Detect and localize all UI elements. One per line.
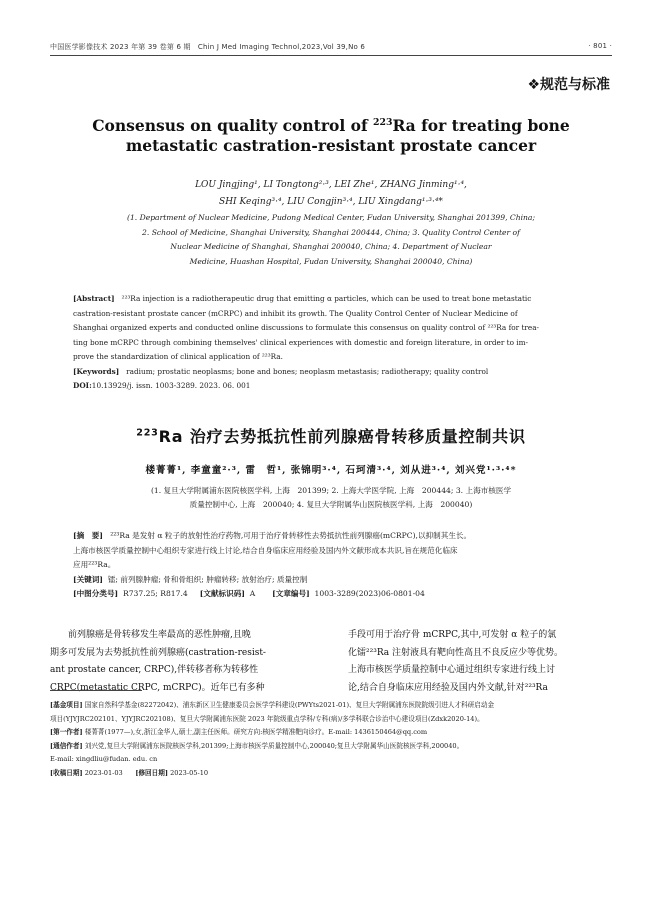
authors-cn: 楼菁菁¹, 李童童²·³, 雷 哲¹, 张锦明³·⁴, 石珂清³·⁴, 刘从进³·⁴, 刘兴党¹·³·⁴* [145, 465, 517, 476]
doc-code-value: A [249, 589, 256, 598]
doi-label: DOI: [73, 381, 92, 390]
abstract-en-line: [Abstract] ²²³Ra injection is a radiotherapeutic drug that emitting α particles, which can be used to treat bone metastatic [73, 294, 532, 303]
abstract-en-line: ting bone mCRPC through combining themselves' clinical experiences with domestic and foreign literature, in order to im- [73, 337, 529, 347]
received-date: 2023-01-03 [84, 768, 123, 777]
affiliation-en-line: (1. Department of Nuclear Medicine, Pudong Medical Center, Fudan University, Shanghai 201399, China; [126, 213, 536, 222]
body-column-right [348, 627, 610, 697]
body-column-left [50, 627, 312, 697]
affiliations-en [50, 211, 612, 269]
revised-date: 2023-05-10 [170, 768, 209, 777]
fund-line: [基金项目] 国家自然科学基金(82272042)、浦东新区卫生健康委员会医学学科建设(PWYts2021-01)、复旦大学附属浦东医院院级引进人才科研启动金 [50, 701, 495, 709]
body-line: 前列腺癌是骨转移发生率最高的恶性肿瘤,且晚 [50, 630, 251, 640]
abstract-en-line: Shanghai organized experts and conducted online discussions to formulate this consensus on quality control of ²²³Ra for trea- [73, 323, 540, 332]
clc-label: [中图分类号] [73, 589, 119, 598]
running-header-left: 中国医学影像技术 2023 年第 39 卷第 6 期 Chin J Med Imaging Technol,2023,Vol 39,No 6 [50, 43, 366, 51]
body-line: 期多可发展为去势抵抗性前列腺癌(castration-resist- [50, 647, 266, 658]
abstract-cn [73, 529, 593, 602]
received-label: [收稿日期] [50, 768, 83, 777]
footnotes [50, 699, 612, 780]
abstract-cn-line: 应用²²³Ra。 [73, 560, 116, 569]
footnote-rule [50, 690, 142, 691]
affiliations-cn [50, 484, 612, 512]
affiliation-en-line: 2. School of Medicine, Shanghai University, Shanghai 200444, China; 3. Quality Control Center of [142, 227, 520, 237]
keywords-cn: [关键词] 镭; 前列腺肿瘤; 骨和骨组织; 肿瘤转移; 放射治疗; 质量控制 [73, 574, 308, 584]
title-en-line1: Consensus on quality control of $^{223}$Ra for treating bone [92, 116, 570, 135]
keywords-en: [Keywords] radium; prostatic neoplasms; bone and bones; neoplasm metastasis; radiotherapy; quality control [73, 366, 489, 376]
keywords-cn-label: [关键词] [73, 574, 103, 584]
classification-line [73, 587, 593, 602]
affiliation-cn-line: (1. 复旦大学附属浦东医院核医学科, 上海 201399; 2. 上海大学医学院, 上海 200444; 3. 上海市核医学 [150, 486, 512, 495]
authors-en-line1: LOU Jingjing¹, LI Tongtong²·³, LEI Zhe¹, ZHANG Jinming¹·⁴, [195, 180, 467, 190]
corresponding-email: E-mail: xingdliu@fudan. edu. cn [50, 755, 158, 763]
affiliation-cn-line: 质量控制中心, 上海 200040; 4. 复旦大学附属华山医院核医学科, 上海 200040) [189, 500, 473, 509]
revised-label: [修回日期] [135, 768, 168, 777]
title-cn: $^{223}$Ra 治疗去势抵抗性前列腺癌骨转移质量控制共识 [136, 427, 526, 446]
body-line: 手段可用于治疗骨 mCRPC,其中,可发射 α 粒子的氯 [348, 630, 557, 640]
body-line: 上海市核医学质量控制中心通过组织专家进行线上讨 [348, 665, 556, 675]
affiliation-en-line: Medicine, Huashan Hospital, Fudan University, Shanghai 200040, China) [189, 256, 473, 266]
first-author-line: [第一作者] 楼菁菁(1977—),女,浙江金华人,硕士,副主任医师。研究方向:核医学精准靶向诊疗。E-mail: 1436150464@qq.com [50, 728, 428, 736]
body-line: ant prostate cancer, CRPC),伴转移者称为转移性 [50, 665, 259, 675]
doc-code-label: [文献标识码] [199, 589, 245, 598]
dates-line [50, 767, 612, 781]
abstract-cn-line: 上海市核医学质量控制中心组织专家进行线上讨论,结合自身临床应用经验及国内外文献形成本共识,旨在规范化临床 [73, 545, 458, 555]
title-en-line2: metastatic castration-resistant prostate cancer [125, 136, 537, 155]
abstract-en-line: prove the standardization of clinical application of ²²³Ra. [73, 352, 283, 361]
header-rule [50, 55, 612, 56]
body-line: CRPC(metastatic CRPC, mCRPC)。近年已有多种 [50, 682, 265, 693]
authors-en-line2: SHI Keqing³·⁴, LIU Congjin³·⁴, LIU Xingdang¹·³·⁴* [219, 197, 443, 207]
abstract-cn-line: [摘 要] ²²³Ra 是发射 α 粒子的放射性治疗药物,可用于治疗骨转移性去势抵抗性前列腺癌(mCRPC),以抑制其生长。 [73, 531, 472, 540]
title-en [50, 116, 612, 156]
clc-value: R737.25; R817.4 [122, 589, 188, 598]
section-label: ❖规范与标准 [527, 77, 610, 93]
abstract-en-label: [Abstract] [73, 294, 115, 303]
keywords-en-label: [Keywords] [73, 366, 120, 376]
article-number-value: 1003-3289(2023)06-0801-04 [314, 589, 425, 598]
abstract-en-line: castration-resistant prostate cancer (mCRPC) and inhibit its growth. The Quality Control Center of Nuclear Medicine of [73, 308, 518, 318]
fund-label: [基金项目] [50, 701, 83, 709]
article-number-label: [文章编号] [272, 589, 310, 598]
affiliation-en-line: Nuclear Medicine of Shanghai, Shanghai 200040, China; 4. Department of Nuclear [170, 242, 492, 251]
fund-line: 项目(YJYJRC202101、YJYJRC202108)、复旦大学附属浦东医院 2023 年院级重点学科/专科(病)/多学科联合诊治中心建设项目(Zdxk2020-14)。 [50, 714, 484, 723]
doi: DOI:10.13929/j. issn. 1003-3289. 2023. 06. 001 [73, 381, 251, 390]
corresponding-author-label: [通信作者] [50, 741, 83, 750]
authors-en [50, 177, 612, 211]
body-line: 论,结合自身临床应用经验及国内外文献,针对²²³Ra [348, 682, 548, 693]
body-line: 化镭²²³Ra 注射液具有靶向性高且不良反应少等优势。 [348, 647, 564, 658]
abstract-cn-label: [摘 要] [73, 531, 103, 540]
first-author-label: [第一作者] [50, 728, 83, 736]
corresponding-author-line: [通信作者] 刘兴党,复旦大学附属浦东医院核医学科,201399;上海市核医学质量控制中心,200040;复旦大学附属华山医院核医学科,200040。 [50, 741, 464, 750]
abstract-en [73, 292, 593, 394]
page-number: · 801 · [588, 42, 612, 50]
